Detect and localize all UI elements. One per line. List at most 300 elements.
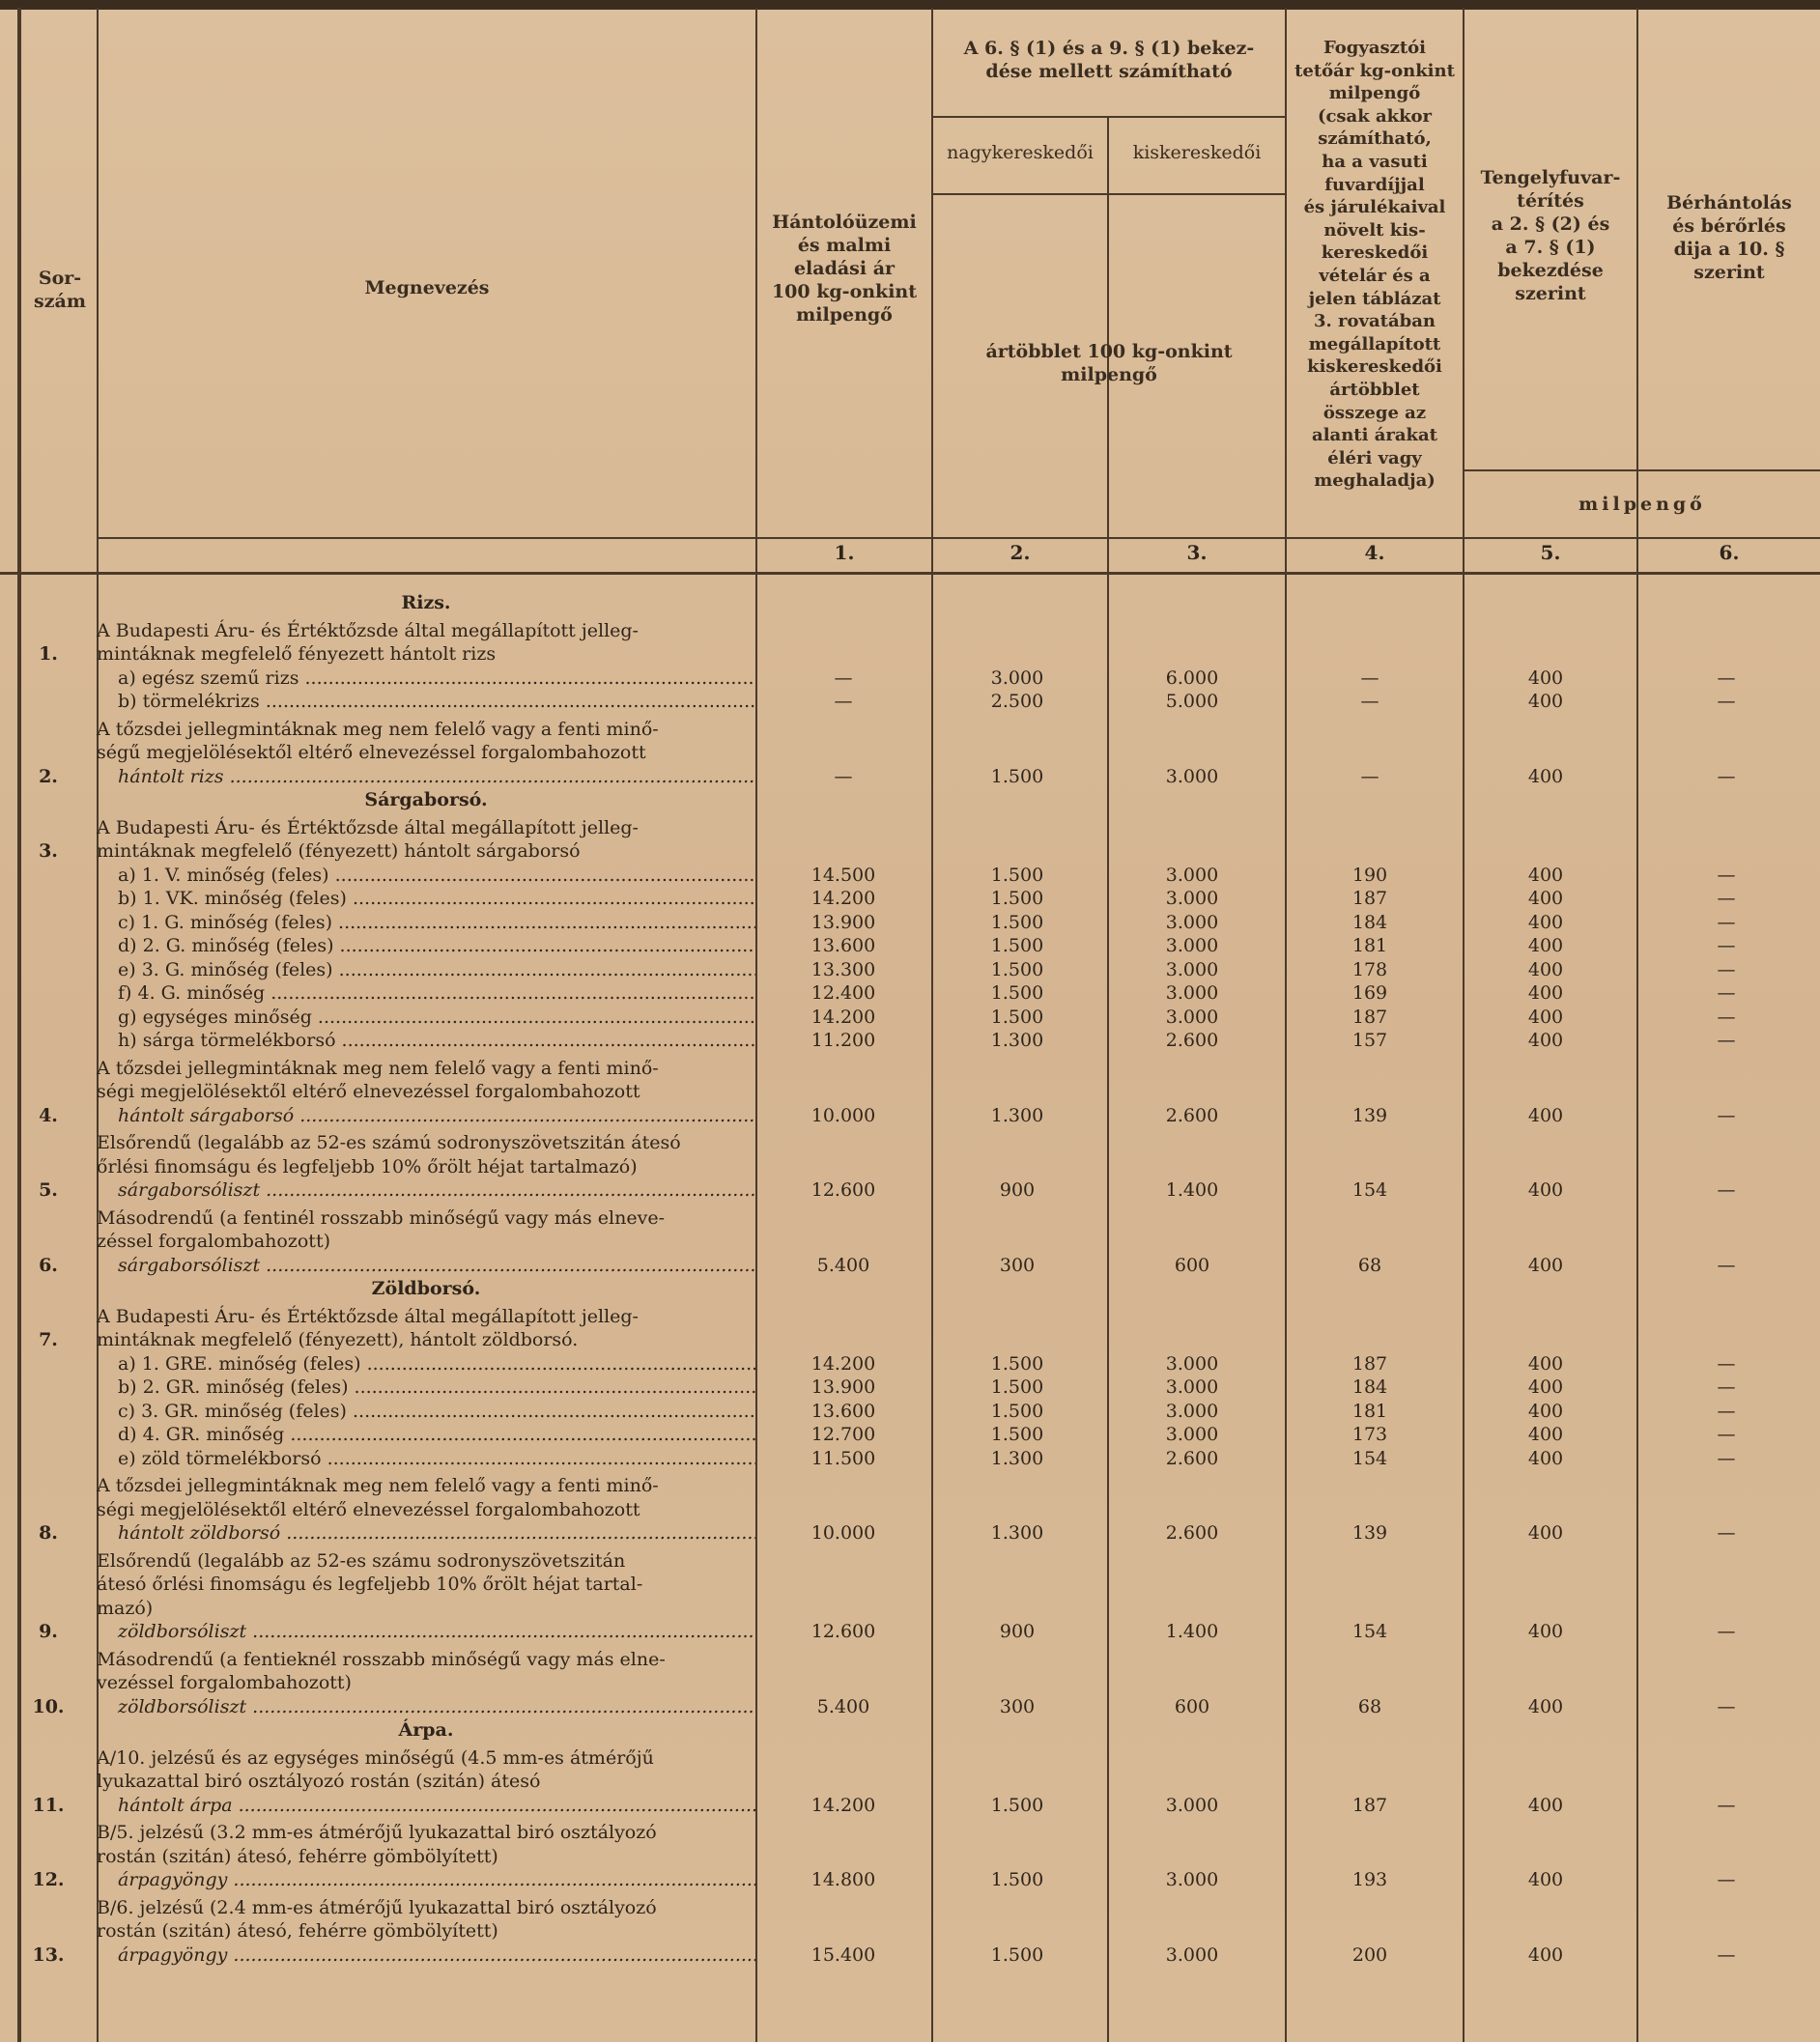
description-line: zéssel forgalombahozott): [97, 1231, 330, 1252]
value-cell: 900: [999, 1621, 1036, 1642]
value-cell: [1281, 1718, 1459, 1743]
value-cell: 10.000: [810, 1522, 876, 1544]
value-cell: [1633, 812, 1820, 864]
value-cell: 13.900: [810, 911, 876, 933]
row-number: [0, 666, 97, 691]
row-number: 1.: [39, 643, 58, 665]
value-cell: 12.600: [810, 1179, 876, 1201]
value-cell: [1633, 1718, 1820, 1743]
value-cell: 3.000: [1165, 935, 1219, 956]
value-cell: 1.300: [990, 1104, 1044, 1126]
sub-item: [97, 1376, 755, 1400]
table-row: [0, 1718, 1820, 1743]
value-cell: 400: [1527, 1794, 1564, 1816]
value-cell: [755, 1277, 931, 1301]
value-cell: 1.500: [990, 1943, 1044, 1966]
value-cell: 190: [1351, 864, 1388, 886]
rule-h: [931, 116, 1285, 118]
table-row: [0, 1203, 1820, 1278]
value-cell: [931, 1277, 1103, 1301]
value-cell: 1.500: [990, 864, 1044, 886]
column-number: 1.: [834, 541, 855, 564]
row-number: 13.: [32, 1943, 65, 1966]
value-cell: 154: [1351, 1447, 1388, 1469]
row-number: [0, 887, 97, 911]
item-description: [97, 1470, 755, 1546]
sub-item: [97, 958, 755, 982]
row-number: 8.: [39, 1522, 58, 1544]
value-cell: 15.400: [810, 1943, 876, 1966]
value-cell: [1633, 1301, 1820, 1352]
item-description: [97, 1203, 755, 1278]
value-cell: 3.000: [1165, 1794, 1219, 1816]
value-cell: 1.500: [990, 1794, 1044, 1816]
table-row: [0, 1644, 1820, 1719]
value-cell: 1.300: [990, 1030, 1044, 1051]
description-line: A Budapesti Áru- és Értéktőzsde által megállapított jelleg-: [97, 1305, 639, 1327]
value-cell: [1103, 615, 1281, 666]
sub-item: [97, 1400, 755, 1424]
value-cell: —: [1717, 1376, 1736, 1398]
value-cell: 400: [1527, 765, 1564, 787]
table-row: [0, 981, 1820, 1006]
header-col23-top: A 6. § (1) és a 9. § (1) bekez- dése mellett számítható: [963, 38, 1255, 82]
row-number: 6.: [39, 1254, 58, 1276]
sub-item: [97, 1029, 755, 1053]
row-number: [0, 1006, 97, 1030]
value-cell: [1103, 788, 1281, 812]
value-cell: 1.500: [990, 1424, 1044, 1445]
value-cell: [755, 615, 931, 666]
row-number: [0, 934, 97, 958]
item-name: hántolt zöldborsó .....: [97, 1521, 755, 1546]
description-line: A tőzsdei jellegmintáknak meg nem felelő vagy a fenti minő-: [97, 718, 659, 740]
value-cell: —: [1717, 1030, 1736, 1051]
value-cell: 13.300: [810, 958, 876, 980]
value-cell: —: [1717, 935, 1736, 956]
value-cell: —: [834, 691, 853, 712]
value-cell: 3.000: [1165, 1424, 1219, 1445]
row-number: [0, 911, 97, 935]
value-cell: 14.500: [810, 864, 876, 886]
value-cell: 1.500: [990, 1869, 1044, 1890]
value-cell: 14.800: [810, 1869, 876, 1890]
table-row: [0, 1817, 1820, 1892]
header-col4: Fogyasztói tetőár kg-onkint milpengő (csak akkor számítható, ha a vasuti fuvardíjjal és járulékaival növelt kis- kereskedői vételár és a jelen táblázat 3. rovatában megállapított kiskereskedői ártöbblet összege az alanti árakat éléri vagy meghaladja): [1294, 38, 1455, 492]
value-cell: —: [1717, 1352, 1736, 1375]
item-name: zöldborsóliszt .....: [97, 1620, 755, 1644]
value-cell: [1633, 1277, 1820, 1301]
value-cell: 1.500: [990, 1400, 1044, 1422]
column-number: 2.: [1010, 541, 1031, 564]
row-number: [0, 690, 97, 714]
sub-item: [97, 1006, 755, 1030]
sub-item-label: e) 3. G. minőség (feles) .....: [97, 958, 755, 982]
header-col6: Bérhántolás és bérőrlés dija a 10. § szerint: [1666, 192, 1792, 283]
value-cell: 187: [1351, 1006, 1388, 1028]
row-number: [0, 1352, 97, 1376]
sub-item: [97, 1352, 755, 1376]
header-col5: Tengelyfuvar- térítés a 2. § (2) és a 7. § (1) bekezdése szerint: [1480, 167, 1621, 304]
top-border: [0, 0, 1820, 10]
value-cell: [755, 788, 931, 812]
value-cell: —: [1717, 1621, 1736, 1642]
value-cell: 3.000: [1165, 864, 1219, 886]
description-line: B/5. jelzésű (3.2 mm-es átmérőjű lyukazattal biró osztályozó: [97, 1822, 657, 1843]
value-cell: —: [1717, 1400, 1736, 1422]
value-cell: —: [1717, 1522, 1736, 1544]
value-cell: —: [1717, 666, 1736, 689]
value-cell: 600: [1174, 1695, 1210, 1717]
value-cell: [931, 1301, 1103, 1352]
sub-item-label: f) 4. G. minőség .....: [97, 981, 755, 1006]
value-cell: 400: [1527, 1376, 1564, 1398]
sub-item-label: e) zöld törmelékborsó .....: [97, 1447, 755, 1471]
value-cell: 5.400: [816, 1254, 870, 1276]
rule-h: [0, 572, 1820, 575]
value-cell: [755, 591, 931, 615]
value-cell: 400: [1527, 982, 1564, 1004]
value-cell: 400: [1527, 1254, 1564, 1276]
row-number: 2.: [39, 765, 58, 787]
sub-item: [97, 666, 755, 691]
item-name: sárgaborsóliszt .....: [97, 1178, 755, 1203]
value-cell: 1.500: [990, 958, 1044, 980]
item-name: hántolt sárgaborsó .....: [97, 1104, 755, 1128]
sub-item: [97, 864, 755, 888]
section-title: Rizs.: [401, 592, 451, 613]
description-line: rostán (szitán) átesó, fehérre gömbölyített): [97, 1845, 498, 1867]
row-number: [0, 788, 97, 812]
row-number: [0, 958, 97, 982]
value-cell: 154: [1351, 1179, 1388, 1201]
sub-item-label: h) sárga törmelékborsó .....: [97, 1029, 755, 1053]
item-description: [97, 1127, 755, 1203]
value-cell: 139: [1351, 1522, 1388, 1544]
description-line: A/10. jelzésű és az egységes minőségű (4.5 mm-es átmérőjű: [97, 1746, 654, 1769]
header-col1: Hántolóüzemi és malmi eladási ár 100 kg-onkint milpengő: [771, 212, 918, 326]
value-cell: 400: [1527, 1522, 1564, 1544]
sub-item-label: a) 1. GRE. minőség (feles) .....: [97, 1352, 755, 1376]
table-row: [0, 812, 1820, 864]
value-cell: 400: [1527, 935, 1564, 956]
value-cell: 400: [1527, 1424, 1564, 1445]
value-cell: [1103, 1301, 1281, 1352]
value-cell: [1459, 788, 1633, 812]
row-number: 7.: [39, 1329, 58, 1350]
header-megnevezes: Megnevezés: [364, 277, 490, 298]
value-cell: —: [1717, 1943, 1736, 1966]
value-cell: 181: [1351, 935, 1388, 956]
item-description: [97, 1817, 755, 1892]
sub-item-label: b) 2. GR. minőség (feles) .....: [97, 1376, 755, 1400]
value-cell: 193: [1351, 1869, 1388, 1890]
value-cell: —: [1717, 888, 1736, 909]
value-cell: 400: [1527, 1006, 1564, 1028]
item-description: [97, 615, 755, 666]
table-row: [0, 1400, 1820, 1424]
value-cell: 173: [1351, 1424, 1388, 1445]
value-cell: —: [1717, 864, 1736, 886]
value-cell: —: [1717, 1794, 1736, 1816]
item-name: sárgaborsóliszt .....: [97, 1254, 755, 1278]
row-number: 12.: [32, 1869, 65, 1890]
value-cell: [1103, 591, 1281, 615]
row-number: [0, 1277, 97, 1301]
row-number: [0, 1423, 97, 1447]
table-row: [0, 1029, 1820, 1053]
value-cell: 3.000: [1165, 911, 1219, 933]
value-cell: 400: [1527, 1030, 1564, 1051]
table-row: [0, 958, 1820, 982]
value-cell: 14.200: [810, 1794, 876, 1816]
value-cell: 178: [1351, 958, 1388, 980]
value-cell: 157: [1351, 1030, 1388, 1051]
value-cell: [1459, 1301, 1633, 1352]
value-cell: 2.600: [1165, 1447, 1219, 1469]
sub-item: [97, 1423, 755, 1447]
description-line: ségű megjelölésektől eltérő elnevezéssel forgalombahozott: [97, 742, 646, 763]
item-description: [97, 1053, 755, 1128]
sub-item-label: a) egész szemű rizs .....: [97, 666, 755, 691]
rule-v: [1107, 116, 1109, 539]
row-number: [0, 1029, 97, 1053]
sub-item-label: b) 1. VK. minőség (feles) .....: [97, 887, 755, 911]
description-line: A tőzsdei jellegmintáknak meg nem felelő vagy a fenti minő-: [97, 1475, 659, 1496]
value-cell: 400: [1527, 1104, 1564, 1126]
table-row: [0, 887, 1820, 911]
value-cell: 1.500: [990, 982, 1044, 1004]
value-cell: [1281, 1277, 1459, 1301]
value-cell: 3.000: [990, 666, 1044, 689]
value-cell: [931, 591, 1103, 615]
value-cell: 11.200: [810, 1030, 876, 1051]
value-cell: [1281, 788, 1459, 812]
value-cell: 11.500: [810, 1447, 876, 1469]
header-col3: kiskereskedői: [1132, 142, 1262, 163]
column-number: 4.: [1364, 541, 1385, 564]
description-line: mintáknak megfelelő (fényezett), hántolt zöldborsó.: [97, 1329, 579, 1350]
value-cell: 154: [1351, 1621, 1388, 1642]
description-line: lyukazattal biró osztályozó rostán (szitán) átesó: [97, 1771, 541, 1792]
value-cell: 1.400: [1165, 1621, 1219, 1642]
sub-item-label: d) 2. G. minőség (feles) .....: [97, 934, 755, 958]
value-cell: —: [1717, 1254, 1736, 1276]
value-cell: 1.500: [990, 888, 1044, 909]
value-cell: 2.600: [1165, 1030, 1219, 1051]
value-cell: 300: [999, 1254, 1036, 1276]
row-number: [0, 864, 97, 888]
description-line: mintáknak megfelelő (fényezett) hántolt sárgaborsó: [97, 840, 581, 862]
sub-item: [97, 934, 755, 958]
value-cell: 400: [1527, 1400, 1564, 1422]
value-cell: 300: [999, 1695, 1036, 1717]
value-cell: 1.500: [990, 935, 1044, 956]
item-description: [97, 1301, 755, 1352]
value-cell: —: [1360, 765, 1379, 787]
value-cell: [755, 1718, 931, 1743]
value-cell: 187: [1351, 1352, 1388, 1375]
rule-h: [1463, 469, 1820, 471]
table-row: [0, 666, 1820, 691]
value-cell: 2.600: [1165, 1104, 1219, 1126]
value-cell: [1103, 1718, 1281, 1743]
rule-h: [931, 193, 1285, 195]
value-cell: —: [1717, 982, 1736, 1004]
value-cell: —: [834, 666, 853, 689]
value-cell: [1633, 788, 1820, 812]
row-number: 11.: [32, 1794, 65, 1816]
description-line: mazó): [97, 1597, 154, 1619]
item-description: [97, 1546, 755, 1644]
table-row: [0, 911, 1820, 935]
sub-item: [97, 1447, 755, 1471]
table-row: [0, 934, 1820, 958]
row-number: 5.: [39, 1179, 58, 1201]
column-number: 3.: [1186, 541, 1208, 564]
value-cell: [755, 812, 931, 864]
header-col56-bottom: milpengő: [1578, 494, 1706, 515]
value-cell: 5.000: [1165, 691, 1219, 712]
value-cell: —: [1717, 1006, 1736, 1028]
value-cell: 1.500: [990, 911, 1044, 933]
value-cell: —: [1717, 1869, 1736, 1890]
table-row: [0, 1423, 1820, 1447]
value-cell: 1.300: [990, 1447, 1044, 1469]
table-row: [0, 1470, 1820, 1546]
value-cell: [1281, 615, 1459, 666]
row-number: [0, 1376, 97, 1400]
value-cell: 181: [1351, 1400, 1388, 1422]
description-line: ségi megjelölésektől eltérő elnevezéssel forgalombahozott: [97, 1498, 640, 1520]
item-name: hántolt rizs .....: [97, 765, 755, 789]
value-cell: 400: [1527, 1869, 1564, 1890]
value-cell: 400: [1527, 1943, 1564, 1966]
table-row: [0, 1376, 1820, 1400]
value-cell: 2.500: [990, 691, 1044, 712]
value-cell: 68: [1357, 1254, 1382, 1276]
table-row: [0, 714, 1820, 789]
value-cell: 2.600: [1165, 1522, 1219, 1544]
header-col2: nagykereskedői: [947, 142, 1094, 163]
value-cell: —: [1717, 1179, 1736, 1201]
value-cell: 184: [1351, 1376, 1388, 1398]
table-row: [0, 1743, 1820, 1818]
value-cell: [931, 615, 1103, 666]
row-number: [0, 1400, 97, 1424]
value-cell: —: [1717, 691, 1736, 712]
header-sorszam: Sor- szám: [34, 268, 86, 312]
value-cell: [1281, 812, 1459, 864]
description-line: mintáknak megfelelő fényezett hántolt rizs: [97, 643, 497, 665]
value-cell: 6.000: [1165, 666, 1219, 689]
value-cell: —: [1717, 1695, 1736, 1717]
value-cell: 139: [1351, 1104, 1388, 1126]
value-cell: 400: [1527, 1447, 1564, 1469]
value-cell: 12.400: [810, 982, 876, 1004]
item-description: [97, 1892, 755, 1968]
value-cell: [1633, 591, 1820, 615]
value-cell: 400: [1527, 666, 1564, 689]
row-number: 4.: [39, 1104, 58, 1126]
row-number: 3.: [39, 840, 58, 862]
value-cell: —: [1717, 1447, 1736, 1469]
rule-h: [97, 537, 1820, 539]
description-line: B/6. jelzésű (2.4 mm-es átmérőjű lyukazattal biró osztályozó: [97, 1896, 657, 1918]
description-line: Elsőrendű (legalább az 52-es számú sodronyszövetszitán átesó: [97, 1132, 681, 1153]
description-line: őrlési finomságu és legfeljebb 10% őrölt héjat tartalmazó): [97, 1155, 638, 1177]
value-cell: 5.400: [816, 1695, 870, 1717]
value-cell: —: [1717, 911, 1736, 933]
value-cell: 1.400: [1165, 1179, 1219, 1201]
table-row: [0, 1546, 1820, 1644]
table-row: [0, 864, 1820, 888]
sub-item-label: c) 1. G. minőség (feles) .....: [97, 911, 755, 935]
sub-item-label: c) 3. GR. minőség (feles) .....: [97, 1400, 755, 1424]
value-cell: 3.000: [1165, 1006, 1219, 1028]
description-line: Másodrendű (a fentieknél rosszabb minőségű vagy más elne-: [97, 1648, 666, 1670]
table-row: [0, 1006, 1820, 1030]
value-cell: 13.600: [810, 935, 876, 956]
description-line: átesó őrlési finomságu és legfeljebb 10% őrölt héjat tartal-: [97, 1574, 643, 1595]
value-cell: 1.500: [990, 765, 1044, 787]
value-cell: [1459, 1277, 1633, 1301]
sub-item-label: g) egységes minőség .....: [97, 1006, 755, 1030]
sub-item: [97, 981, 755, 1006]
value-cell: [1103, 812, 1281, 864]
value-cell: —: [1717, 1424, 1736, 1445]
table-row: [0, 1352, 1820, 1376]
value-cell: 3.000: [1165, 982, 1219, 1004]
value-cell: 400: [1527, 1695, 1564, 1717]
value-cell: [931, 812, 1103, 864]
value-cell: 400: [1527, 958, 1564, 980]
sub-item: [97, 911, 755, 935]
header-col23-bottom: ártöbblet 100 kg-onkint milpengő: [985, 341, 1233, 385]
value-cell: [1103, 1277, 1281, 1301]
value-cell: [1459, 615, 1633, 666]
table-row: [0, 788, 1820, 812]
value-cell: 400: [1527, 1621, 1564, 1642]
value-cell: [1459, 1718, 1633, 1743]
value-cell: 3.000: [1165, 958, 1219, 980]
description-line: A Budapesti Áru- és Értéktőzsde által megállapított jelleg-: [97, 619, 639, 641]
column-number: 5.: [1540, 541, 1561, 564]
description-line: rostán (szitán) átesó, fehérre gömbölyített): [97, 1920, 498, 1942]
value-cell: 400: [1527, 911, 1564, 933]
value-cell: 12.600: [810, 1621, 876, 1642]
table-row: [0, 615, 1820, 666]
value-cell: 169: [1351, 982, 1388, 1004]
description-line: Elsőrendű (legalább az 52-es számu sodronyszövetszitán: [97, 1549, 626, 1572]
value-cell: [931, 788, 1103, 812]
item-description: [97, 1644, 755, 1719]
table-row: [0, 591, 1820, 615]
value-cell: 68: [1357, 1695, 1382, 1717]
value-cell: 1.500: [990, 1006, 1044, 1028]
table-row: [0, 1892, 1820, 1968]
value-cell: 400: [1527, 864, 1564, 886]
value-cell: 200: [1351, 1943, 1388, 1966]
value-cell: [1281, 1301, 1459, 1352]
table-row: [0, 1053, 1820, 1128]
value-cell: 400: [1527, 888, 1564, 909]
table-row: [0, 1277, 1820, 1301]
value-cell: [1459, 591, 1633, 615]
value-cell: 13.900: [810, 1376, 876, 1398]
value-cell: 3.000: [1165, 765, 1219, 787]
price-table: [0, 591, 1820, 1967]
